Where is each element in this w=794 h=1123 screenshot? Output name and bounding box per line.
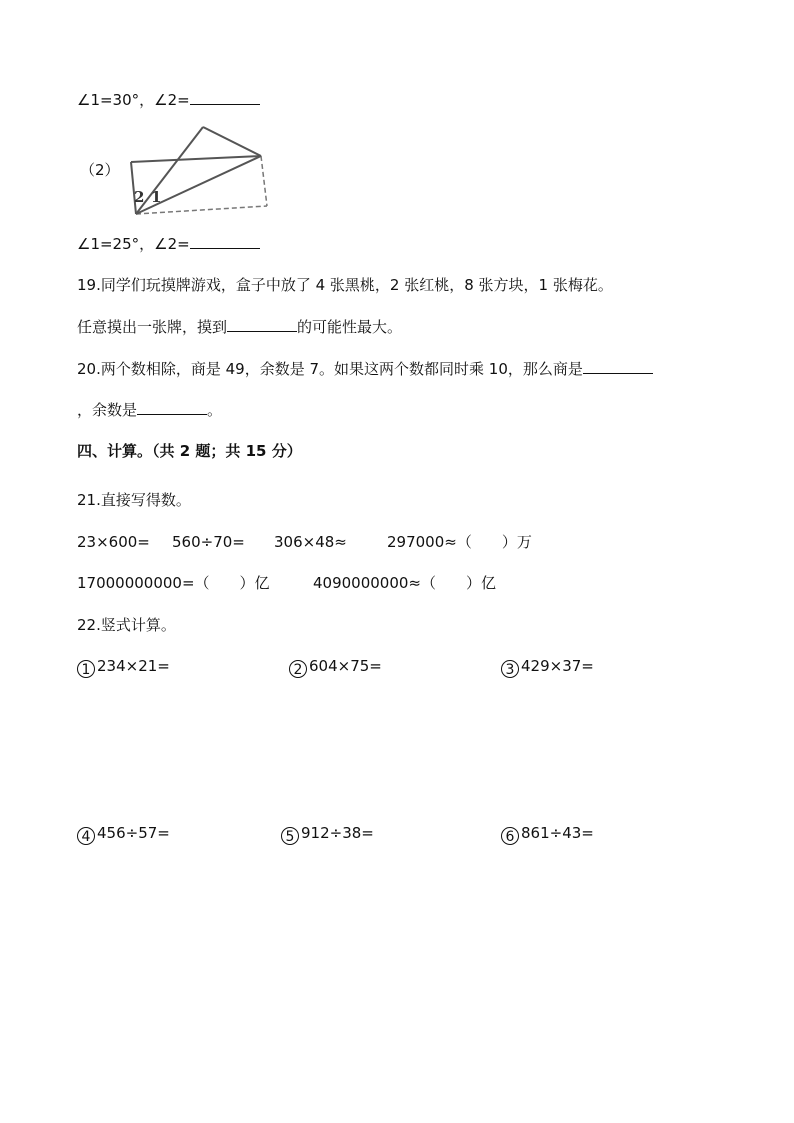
- q22-problem-4: [77, 823, 170, 845]
- q21-item-3: 306×48≈: [274, 533, 347, 551]
- q18-angle-line-2: [77, 233, 260, 254]
- q18-figure-label: （2）: [80, 161, 120, 179]
- q20-suffix: 。: [207, 401, 223, 419]
- q22-number-6: 6: [501, 827, 519, 845]
- q22-number-2: 2: [289, 660, 307, 678]
- q18-figure-angle-2-label: 2: [134, 188, 145, 206]
- q18-answer-blank-2[interactable]: [190, 233, 260, 249]
- q20-question-line-2: [77, 399, 222, 420]
- q18-angle-2-text: ∠1=25°，∠2=: [77, 235, 190, 253]
- q22-expr-6: 861÷43=: [521, 824, 594, 842]
- q22-problem-6: [501, 823, 594, 845]
- q18-figure-diagram: [120, 120, 280, 220]
- q20-quotient-blank[interactable]: [583, 358, 653, 374]
- q20-prefix: ，余数是: [77, 401, 138, 419]
- q21-item-1: 23×600=: [77, 533, 150, 551]
- q21-item-4: 297000≈（ ）万: [387, 533, 532, 551]
- q18-answer-blank-1[interactable]: [190, 89, 260, 105]
- q18-figure-angle-1-label: 1: [151, 188, 162, 206]
- q21-item-5: 17000000000=（ ）亿: [77, 574, 270, 592]
- q22-expr-3: 429×37=: [521, 657, 594, 675]
- q22-number-5: 5: [281, 827, 299, 845]
- q22-problem-1: [77, 656, 170, 678]
- q19-prefix: 任意摸出一张牌，摸到: [77, 318, 228, 336]
- q22-expr-5: 912÷38=: [301, 824, 374, 842]
- q22-expr-1: 234×21=: [97, 657, 170, 675]
- q19-question: 19.同学们玩摸牌游戏，盒子中放了 4 张黑桃，2 张红桃，8 张方块，1 张梅花。: [77, 276, 613, 294]
- q21-item-2: 560÷70=: [172, 533, 245, 551]
- q21-title: 21.直接写得数。: [77, 491, 191, 509]
- q20-remainder-blank[interactable]: [137, 399, 207, 415]
- q21-item-6: 4090000000≈（ ）亿: [313, 574, 497, 592]
- q22-problem-5: [281, 823, 374, 845]
- q20-text: 20.两个数相除，商是 49，余数是 7。如果这两个数都同时乘 10，那么商是: [77, 360, 583, 378]
- q20-question: [77, 358, 653, 379]
- q19-suffix: 的可能性最大。: [297, 318, 403, 336]
- q22-problem-2: [289, 656, 382, 678]
- q19-answer-blank[interactable]: [227, 316, 297, 332]
- q22-title: 22.竖式计算。: [77, 616, 176, 634]
- q22-problem-3: [501, 656, 594, 678]
- q19-question-line-2: [77, 316, 402, 337]
- q22-expr-4: 456÷57=: [97, 824, 170, 842]
- q22-number-4: 4: [77, 827, 95, 845]
- section-4-title: 四、计算。（共 2 题；共 15 分）: [77, 442, 302, 460]
- q18-angle-1-text: ∠1=30°，∠2=: [77, 91, 190, 109]
- q22-number-3: 3: [501, 660, 519, 678]
- q22-expr-2: 604×75=: [309, 657, 382, 675]
- q18-angle-line-1: [77, 89, 260, 110]
- q22-number-1: 1: [77, 660, 95, 678]
